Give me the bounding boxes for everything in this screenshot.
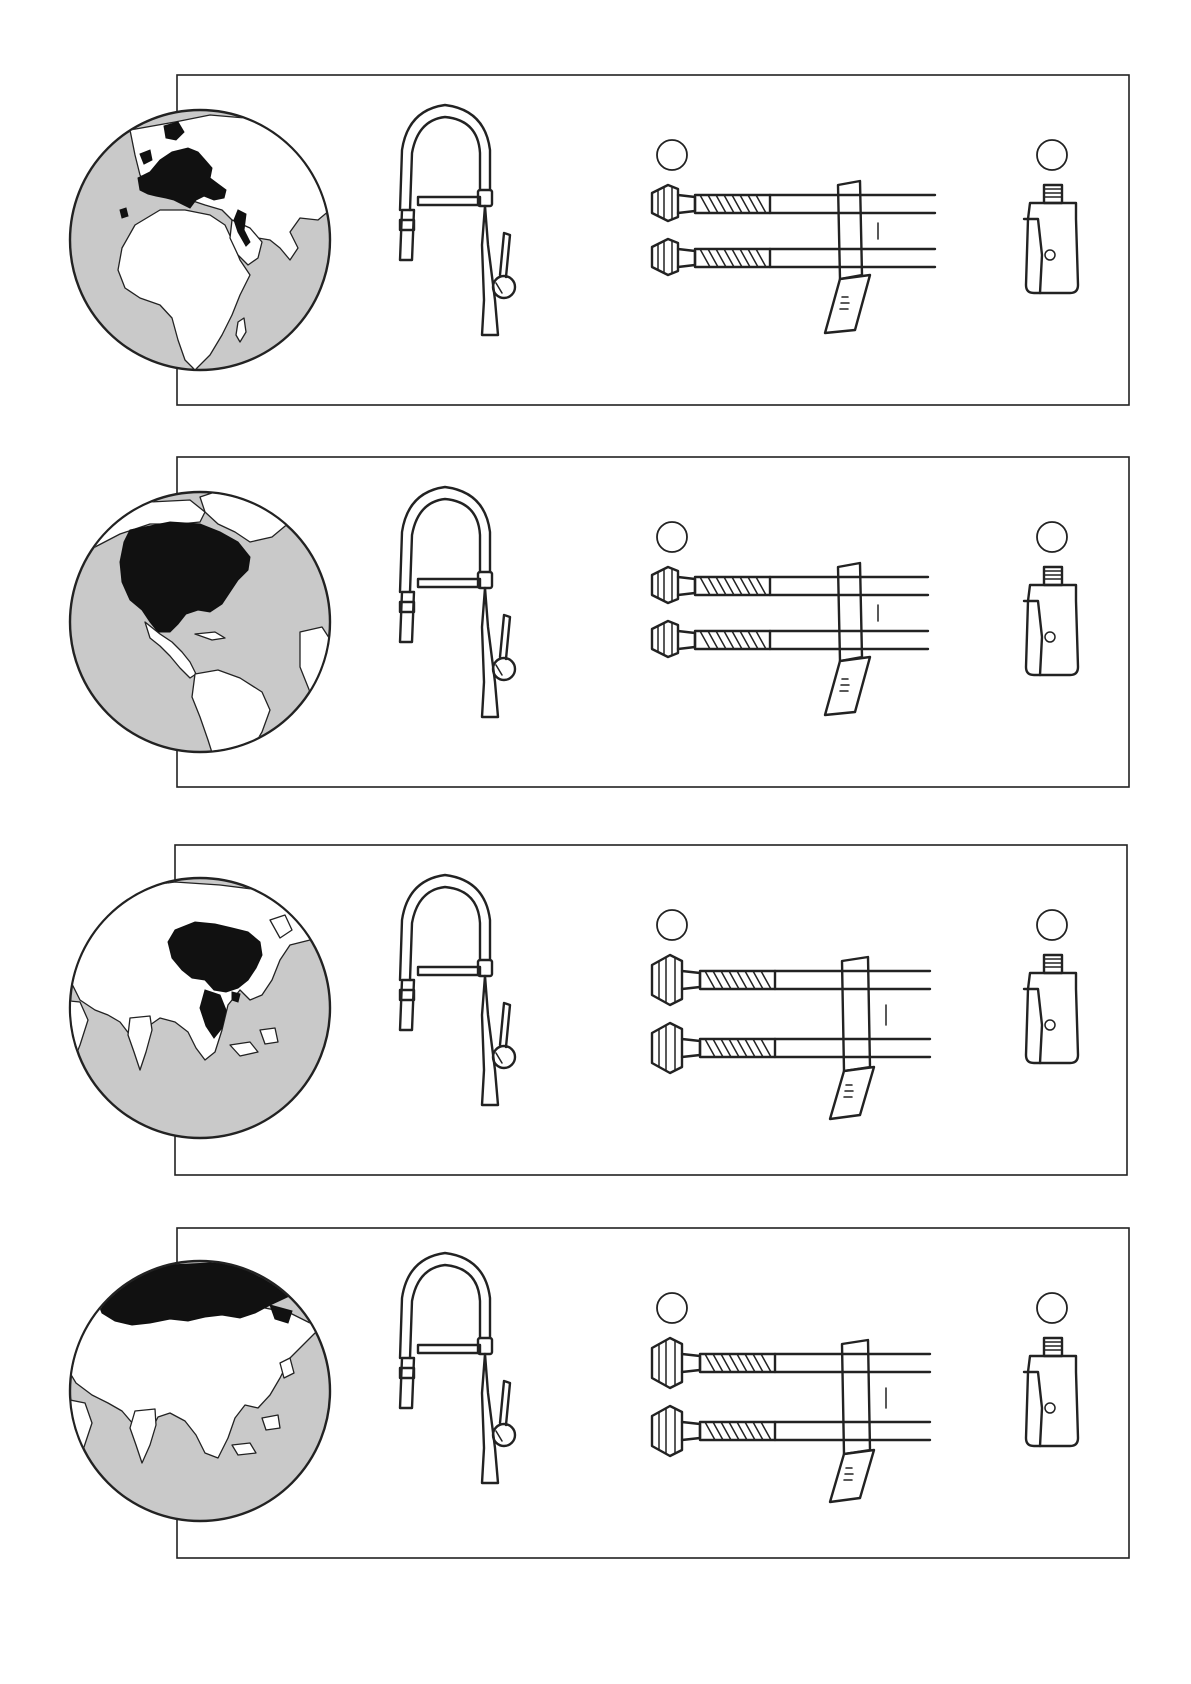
region-panel-europe xyxy=(0,60,1191,400)
globe-icon xyxy=(70,110,335,370)
kitchen-faucet-icon xyxy=(400,105,515,335)
hose-adapter-icon xyxy=(1024,1293,1078,1446)
hose-adapter-icon xyxy=(1024,140,1078,293)
panel-illustration xyxy=(0,830,1191,1170)
globe-icon xyxy=(70,487,335,782)
globe-icon xyxy=(60,1261,330,1521)
part-number-circle-icon xyxy=(657,910,687,940)
hose-adapter-icon xyxy=(1024,910,1078,1063)
flexible-hose-pair-icon xyxy=(652,1293,930,1502)
panel-illustration xyxy=(0,60,1191,400)
part-number-circle-icon xyxy=(657,140,687,170)
part-number-circle-icon xyxy=(657,522,687,552)
flexible-hose-pair-icon xyxy=(652,140,935,333)
part-number-circle-icon xyxy=(1037,910,1067,940)
part-number-circle-icon xyxy=(1037,1293,1067,1323)
region-panel-china xyxy=(0,830,1191,1170)
kitchen-faucet-icon xyxy=(400,487,515,717)
region-panel-russia xyxy=(0,1213,1191,1553)
globe-icon xyxy=(60,878,330,1138)
flexible-hose-pair-icon xyxy=(652,910,930,1119)
part-number-circle-icon xyxy=(1037,140,1067,170)
panel-illustration xyxy=(0,1213,1191,1553)
hose-adapter-icon xyxy=(1024,522,1078,675)
region-panel-north-america xyxy=(0,442,1191,782)
kitchen-faucet-icon xyxy=(400,875,515,1105)
part-number-circle-icon xyxy=(1037,522,1067,552)
part-number-circle-icon xyxy=(657,1293,687,1323)
panel-illustration xyxy=(0,442,1191,782)
flexible-hose-pair-icon xyxy=(652,522,928,715)
kitchen-faucet-icon xyxy=(400,1253,515,1483)
